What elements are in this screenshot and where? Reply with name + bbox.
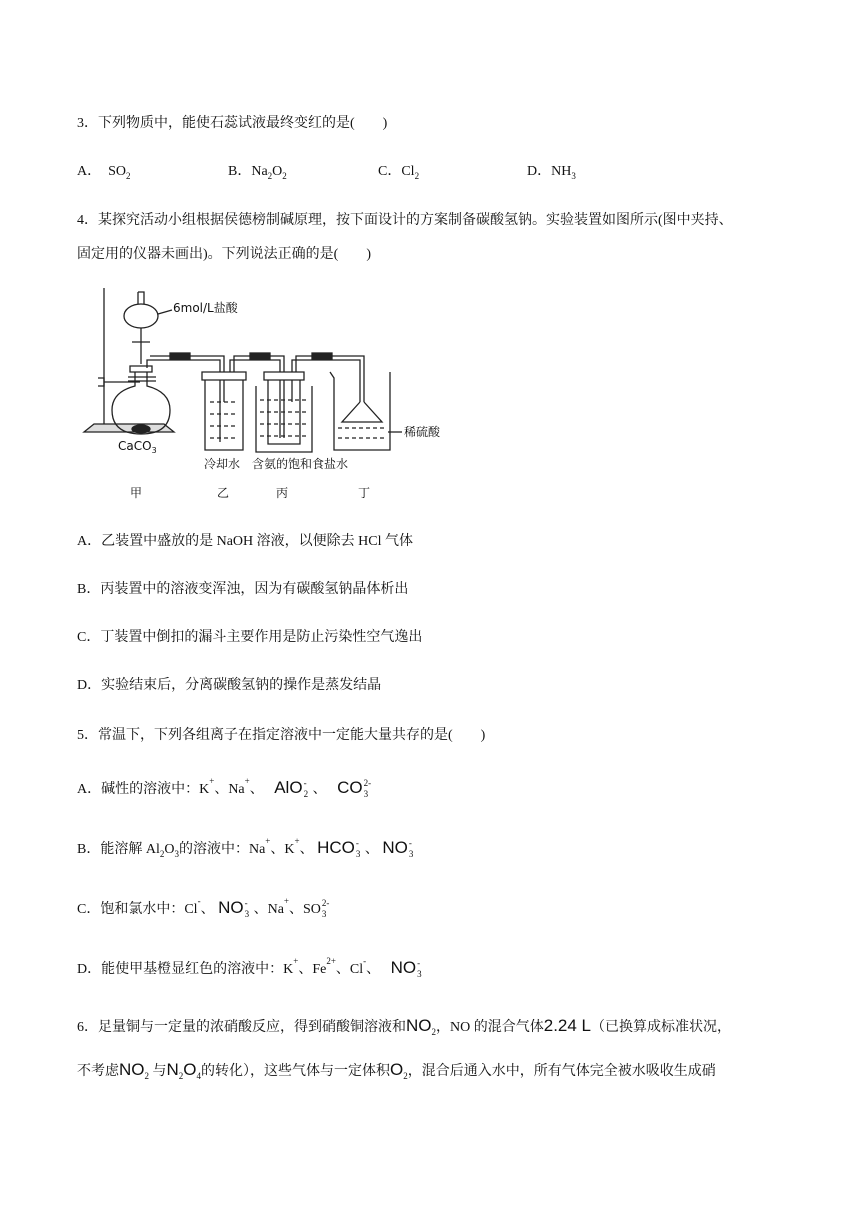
q3-stem: 3．下列物质中，能使石蕊试液最终变红的是( ) bbox=[77, 116, 388, 131]
label-cold-water: 冷却水 bbox=[204, 457, 241, 471]
q5-option-a: A．碱性的溶液中：K+、Na+、 AlO - 2 、 CO 2- 3 bbox=[77, 776, 372, 799]
q5-option-d: D．能使甲基橙显红色的溶液中：K+、$Fe^{2+}$、Cl-、 NO - 3 bbox=[77, 956, 422, 979]
q3-option-d: D．$NH_3$ bbox=[527, 164, 576, 181]
q4-stem-line2: 固定用的仪器未画出)。下列说法正确的是( ) bbox=[77, 247, 371, 262]
label-ding: 丁 bbox=[358, 486, 371, 500]
label-yi: 乙 bbox=[217, 486, 230, 500]
q5-option-b: B．能溶解 $Al_2O_3$的溶液中：Na+、K+、 HCO - 3 、 NO - 3 bbox=[77, 836, 414, 859]
label-bing: 丙 bbox=[276, 486, 289, 500]
label-jia: 甲 bbox=[130, 486, 143, 500]
q6-line1: 6．足量铜与一定量的浓硝酸反应，得到硝酸铜溶液和$NO_2$，NO 的混合气体2.24 L（已换算成标准状况， bbox=[77, 1016, 731, 1037]
q3-option-c: C．$Cl_2$ bbox=[378, 164, 420, 181]
q3-option-b: B．$Na_2O_2$ bbox=[228, 164, 287, 181]
q3-option-a: A． $SO_2$ bbox=[77, 164, 131, 181]
q4-stem-line1: 4．某探究活动小组根据侯德榜制碱原理，按下面设计的方案制备碳酸氢钠。实验装置如图所示(图中夹持、 bbox=[77, 213, 733, 228]
q4-option-c: C．丁装置中倒扣的漏斗主要作用是防止污染性空气逸出 bbox=[77, 630, 423, 645]
apparatus-figure bbox=[80, 282, 460, 504]
q6-line2: 不考虑$NO_2$ 与$N_2O_4$的转化），这些气体与一定体积$O_2$，混合后通入水中，所有气体完全被水吸收生成硝 bbox=[77, 1060, 716, 1081]
inverted-funnel bbox=[342, 402, 382, 422]
q5-stem: 5．常温下，下列各组离子在指定溶液中一定能大量共存的是( ) bbox=[77, 728, 486, 743]
q4-option-d: D．实验结束后，分离碳酸氢钠的操作是蒸发结晶 bbox=[77, 678, 382, 693]
label-saturated-brine: 含氨的饱和食盐水 bbox=[252, 457, 349, 471]
q5-option-c: C．饱和氯水中：Cl-、 NO - 3 、Na+、SO 2- 3 bbox=[77, 896, 330, 919]
separatory-funnel bbox=[124, 304, 158, 328]
iron-stand-base bbox=[84, 424, 174, 432]
label-caco3: CaCO$_3$ bbox=[118, 439, 157, 455]
q4-option-b: B．丙装置中的溶液变浑浊，因为有碳酸氢钠晶体析出 bbox=[77, 582, 409, 597]
q4-option-a: A．乙装置中盛放的是 NaOH 溶液，以便除去 HCl 气体 bbox=[77, 534, 413, 549]
label-dilute-sulfuric: 稀硫酸 bbox=[404, 425, 441, 439]
label-hcl: 6mol/L盐酸 bbox=[173, 301, 238, 315]
